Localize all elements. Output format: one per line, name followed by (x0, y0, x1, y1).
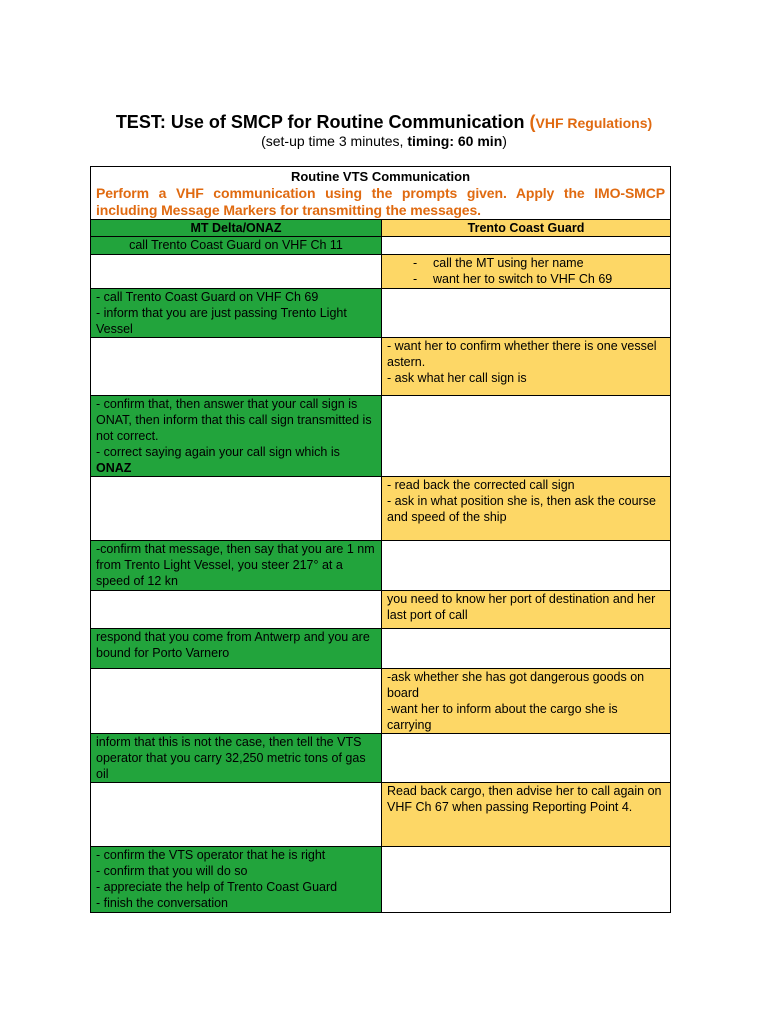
table-row (91, 591, 671, 629)
table-row (91, 629, 671, 669)
column-header-left: MT Delta/ONAZ (91, 220, 382, 237)
table-header-cell (91, 167, 671, 220)
right-cell (382, 396, 671, 477)
cell-line: - confirm that, then answer that your call sign is ONAT, then inform that this call sign transmitted is not correct. (96, 397, 372, 443)
table-row (91, 783, 671, 847)
right-cell (382, 669, 671, 734)
cell-line: Read back cargo, then advise her to call again on VHF Ch 67 when passing Reporting Point 4. (387, 784, 662, 814)
cell-line: - confirm the VTS operator that he is right (96, 848, 326, 862)
table-row (91, 396, 671, 477)
cell-line: - want her to confirm whether there is one vessel astern. (387, 339, 657, 369)
table-row (91, 669, 671, 734)
table-row (91, 477, 671, 541)
left-cell (91, 591, 382, 629)
right-cell (382, 338, 671, 396)
instruction-text: Perform a VHF communication using the prompts given. Apply the IMO-SMCP including Message Markers for transmitting the messages. (96, 185, 665, 218)
right-cell (382, 541, 671, 591)
column-header-right: Trento Coast Guard (382, 220, 671, 237)
page-subtitle (0, 132, 768, 150)
table-row (91, 289, 671, 338)
title-paren-open: ( (529, 112, 536, 132)
section-title: Routine VTS Communication (290, 169, 471, 184)
list-item: - want her to switch to VHF Ch 69 (413, 271, 665, 287)
cell-line: -confirm that message, then say that you are 1 nm from Trento Light Vessel, you steer 217° at a speed of 12 kn (96, 542, 375, 588)
cell-line: -want her to inform about the cargo she is carrying (387, 702, 618, 732)
left-cell (91, 629, 382, 669)
right-cell (382, 734, 671, 783)
cell-line: -ask whether she has got dangerous goods on board (387, 670, 645, 700)
table-header-row (91, 167, 671, 220)
cell-line: - confirm that you will do so (96, 864, 248, 878)
cell-line: - ask what her call sign is (387, 371, 527, 385)
right-cell (382, 847, 671, 913)
cell-line: - correct saying again your call sign which is (96, 445, 340, 459)
table-row (91, 255, 671, 289)
cell-line: - call Trento Coast Guard on VHF Ch 69 (96, 290, 319, 304)
left-cell (91, 541, 382, 591)
right-cell (382, 255, 671, 289)
left-cell (91, 734, 382, 783)
cell-line: call Trento Coast Guard on VHF Ch 11 (129, 238, 343, 252)
left-cell (91, 477, 382, 541)
page-title (0, 111, 768, 134)
cell-line: you need to know her port of destination and her last port of call (387, 592, 656, 622)
left-cell (91, 669, 382, 734)
right-cell (382, 591, 671, 629)
title-main: TEST: Use of SMCP for Routine Communication (115, 112, 525, 132)
left-cell (91, 783, 382, 847)
cell-line: respond that you come from Antwerp and you are bound for Porto Varnero (96, 630, 370, 660)
subtitle-pre: (set-up time 3 minutes, (261, 133, 408, 149)
left-cell (91, 847, 382, 913)
list-item: - call the MT using her name (413, 255, 665, 271)
left-cell (91, 237, 382, 255)
table-row (91, 734, 671, 783)
table-row (91, 847, 671, 913)
left-cell (91, 255, 382, 289)
right-cell (382, 783, 671, 847)
cell-line: inform that this is not the case, then tell the VTS operator that you carry 32,250 metric tons of gas oil (96, 735, 366, 781)
table-row (91, 237, 671, 255)
right-cell (382, 237, 671, 255)
call-sign: ONAZ (96, 461, 132, 475)
left-cell (91, 338, 382, 396)
cell-line: - inform that you are just passing Trento Light Vessel (96, 306, 347, 336)
cell-line: - finish the conversation (96, 896, 229, 910)
right-cell (382, 289, 671, 338)
subtitle-bold: timing: 60 min (407, 133, 503, 149)
table-row (91, 541, 671, 591)
right-cell (382, 477, 671, 541)
communication-table (90, 166, 671, 913)
cell-line: - appreciate the help of Trento Coast Guard (96, 880, 338, 894)
cell-line: - read back the corrected call sign (387, 478, 575, 492)
subtitle-post: ) (502, 133, 507, 149)
cell-line: - ask in what position she is, then ask the course and speed of the ship (387, 494, 656, 524)
right-cell (382, 629, 671, 669)
left-cell (91, 289, 382, 338)
column-header-row (91, 220, 671, 237)
title-paren-text: VHF Regulations) (535, 115, 653, 131)
left-cell (91, 396, 382, 477)
table-row (91, 338, 671, 396)
bullet-list (387, 255, 665, 287)
